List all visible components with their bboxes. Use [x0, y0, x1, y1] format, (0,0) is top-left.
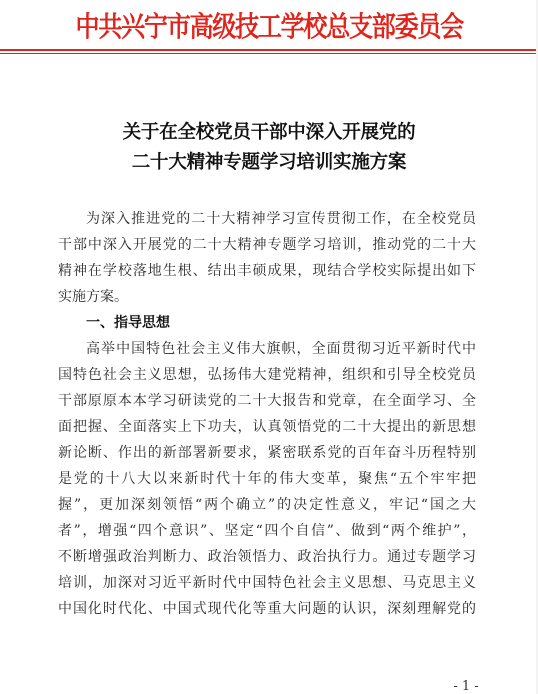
intro-line: 实施方案。	[58, 289, 128, 305]
section-heading-guiding-thought: 一、指导思想	[86, 315, 170, 331]
intro-line: 精神在学校落地生根、结出丰硕成果，现结合学校实际提出如下	[58, 263, 476, 279]
intro-line: 干部中深入开展党的二十大精神专题学习培训，推动党的二十大	[58, 237, 476, 253]
section-line: 握”，更加深刻领悟“两个确立”的决定性意义，牢记“国之大	[58, 497, 476, 513]
intro-line: 为深入推进党的二十大精神学习宣传贯彻工作，在全校党员	[86, 211, 476, 227]
section-line: 者”，增强“四个意识”、坚定“四个自信”、做到“两个维护”，	[58, 523, 476, 539]
section-line: 培训，加深对习近平新时代中国特色社会主义思想、马克思主义	[58, 575, 476, 591]
document-body	[58, 206, 476, 622]
section-line: 中国化时代化、中国式现代化等重大问题的认识，深刻理解党的	[58, 601, 476, 617]
section-line: 干部原原本本学习研读党的二十大报告和党章，在全面学习、全	[58, 393, 476, 409]
section-line: 是党的十八大以来新时代十年的伟大变革，聚焦“五个牢牢把	[58, 471, 476, 487]
section-line: 面把握、全面落实上下功夫，认真领悟党的二十大提出的新思想	[58, 419, 476, 435]
organization-name: 中共兴宁市高级技工学校总支部委员会	[75, 10, 463, 43]
document-title	[60, 118, 478, 178]
section-line: 不断增强政治判断力、政治领悟力、政治执行力。通过专题学习	[58, 549, 476, 565]
title-line-2: 二十大精神专题学习培训实施方案	[131, 152, 407, 173]
section-line: 高举中国特色社会主义伟大旗帜，全面贯彻习近平新时代中	[86, 341, 476, 357]
header-red-rule-thick	[0, 49, 538, 51]
section-line: 新论断、作出的新部署新要求，紧密联系党的百年奋斗历程特别	[58, 445, 476, 461]
section-line: 国特色社会主义思想，弘扬伟大建党精神，组织和引导全校党员	[58, 367, 476, 383]
page-number: - 1 -	[453, 679, 479, 694]
document-header	[0, 2, 538, 48]
header-red-rule-thin	[0, 53, 538, 54]
title-line-1: 关于在全校党员干部中深入开展党的	[122, 122, 416, 143]
